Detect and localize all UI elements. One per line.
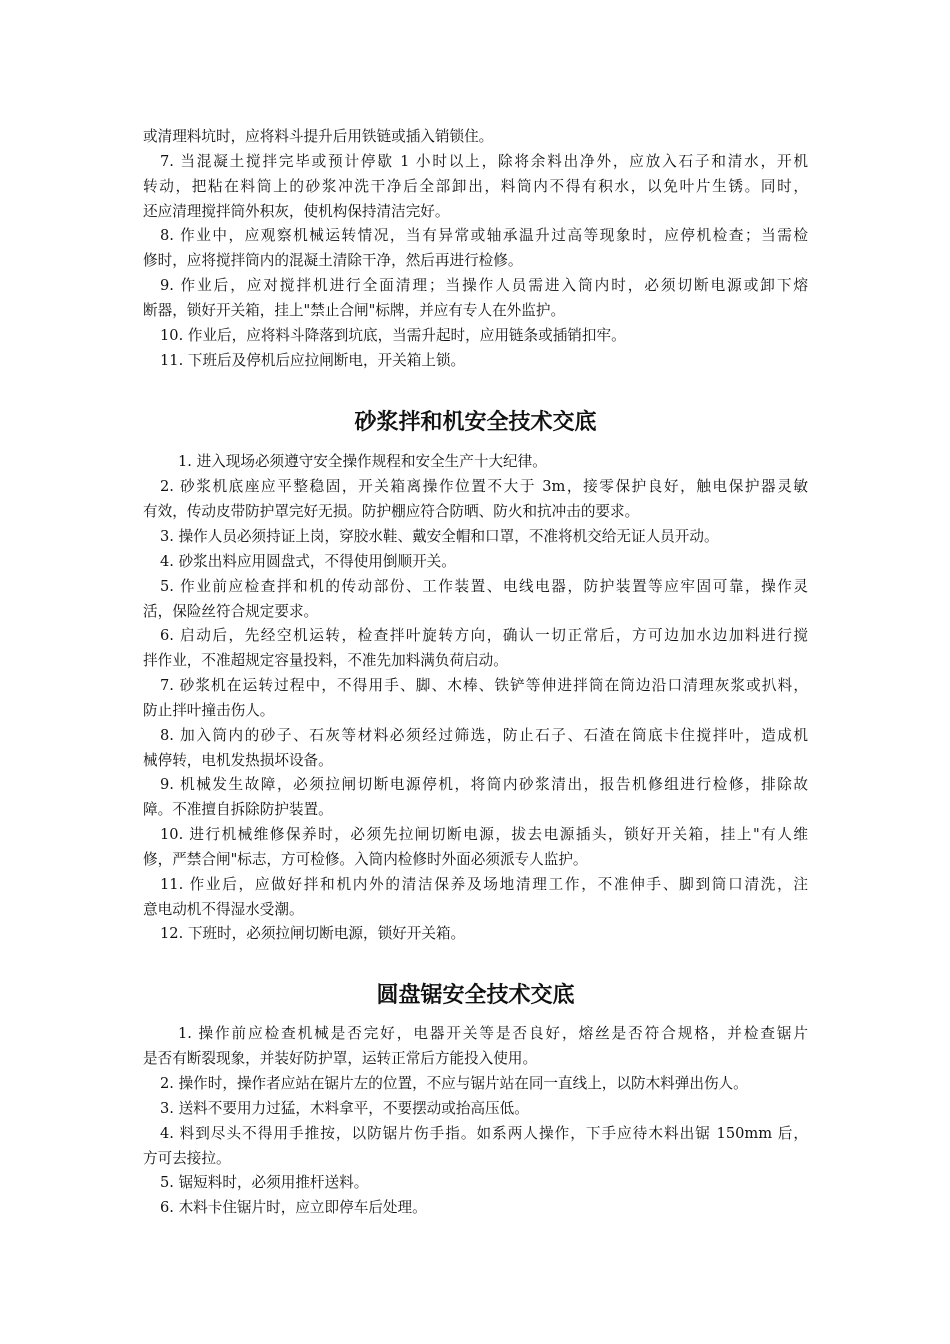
text-line: 5. 锯短料时，必须用推杆送料。 — [160, 1174, 369, 1192]
paragraph — [143, 224, 808, 274]
text-line: 4. 砂浆出料应用圆盘式，不得使用倒顺开关。 — [160, 552, 456, 570]
section — [143, 981, 808, 1221]
text-line: 11. 作业后，应做好拌和机内外的清洁保养及场地清理工作，不准伸手、脚到筒口清洗，注 — [160, 875, 808, 893]
text-line: 6. 木料卡住锯片时，应立即停车后处理。 — [160, 1199, 427, 1217]
paragraph — [143, 1196, 808, 1221]
paragraph — [143, 150, 808, 225]
text-line: 5. 作业前应检查拌和机的传动部份、工作装置、电线电器，防护装置等应牢固可靠，操作灵 — [160, 577, 808, 595]
paragraph — [143, 922, 808, 947]
text-line: 转动，把粘在料筒上的砂浆冲洗干净后全部卸出，料筒内不得有积水，以免叶片生锈。同时， — [143, 177, 808, 195]
text-line: 1. 进入现场必须遵守安全操作规程和安全生产十大纪律。 — [178, 453, 547, 471]
text-line: 障。不准擅自拆除防护装置。 — [143, 801, 333, 819]
text-line: 是否有断裂现象，并装好防护罩，运转正常后方能投入使用。 — [143, 1050, 538, 1068]
document-page — [143, 125, 808, 1221]
paragraph — [143, 525, 808, 550]
paragraph — [143, 274, 808, 324]
paragraph — [143, 773, 808, 823]
text-line: 11. 下班后及停机后应拉闸断电，开关箱上锁。 — [160, 351, 466, 369]
text-line: 1. 操作前应检查机械是否完好，电器开关等是否良好，熔丝是否符合规格，并检查锯片 — [178, 1025, 808, 1043]
section — [143, 125, 808, 373]
section-title: 砂浆拌和机安全技术交底 — [354, 410, 597, 436]
paragraph — [143, 550, 808, 575]
text-line: 2. 砂浆机底座应平整稳固，开关箱离操作位置不大于 3m，接零保护良好，触电保护器灵敏 — [160, 478, 808, 496]
text-line: 防止拌叶撞击伤人。 — [143, 701, 275, 719]
text-line: 或清理料坑时，应将料斗提升后用铁链或插入销锁住。 — [143, 128, 494, 145]
text-line: 3. 操作人员必须持证上岗，穿胶水鞋、戴安全帽和口罩，不准将机交给无证人员开动。 — [160, 527, 719, 545]
text-line: 修时，应将搅拌筒内的混凝土清除干净，然后再进行检修。 — [143, 252, 523, 270]
paragraph — [143, 575, 808, 625]
paragraph — [143, 873, 808, 923]
text-line: 8. 作业中，应观察机械运转情况，当有异常或轴承温升过高等现象时，应停机检查；当需检 — [160, 227, 808, 245]
paragraph — [143, 349, 808, 374]
text-line: 有效，传动皮带防护罩完好无损。防护棚应符合防晒、防火和抗冲击的要求。 — [143, 503, 640, 521]
paragraph — [143, 823, 808, 873]
paragraph — [143, 1022, 808, 1072]
text-line: 10. 作业后，应将料斗降落到坑底，当需升起时，应用链条或插销扣牢。 — [160, 326, 626, 344]
paragraph — [143, 1122, 808, 1172]
text-line: 3. 送料不要用力过猛，木料拿平，不要摆动或抬高压低。 — [160, 1099, 529, 1117]
text-line: 9. 作业后，应对搅拌机进行全面清理；当操作人员需进入筒内时，必须切断电源或卸下熔 — [160, 277, 808, 295]
paragraph — [143, 324, 808, 349]
text-line: 9. 机械发生故障，必须拉闸切断电源停机，将筒内砂浆清出，报告机修组进行检修，排除故 — [160, 776, 808, 794]
text-line: 2. 操作时，操作者应站在锯片左的位置，不应与锯片站在同一直线上，以防木料弹出伤人。 — [160, 1075, 748, 1092]
paragraph — [143, 125, 808, 150]
paragraph — [143, 450, 808, 475]
text-line: 7. 砂浆机在运转过程中，不得用手、脚、木棒、铁铲等伸进拌筒在筒边沿口清理灰浆或扒料， — [160, 677, 808, 695]
text-line: 6. 启动后，先经空机运转，检查拌叶旋转方向，确认一切正常后，方可边加水边加料进行搅 — [160, 627, 808, 645]
paragraph — [143, 1097, 808, 1122]
text-line: 活，保险丝符合规定要求。 — [143, 602, 319, 620]
text-line: 10. 进行机械维修保养时，必须先拉闸切断电源，拔去电源插头，锁好开关箱，挂上"有人维 — [160, 826, 808, 844]
text-line: 方可去接拉。 — [143, 1149, 231, 1167]
paragraph — [143, 674, 808, 724]
paragraph — [143, 724, 808, 774]
paragraph — [143, 1072, 808, 1097]
text-line: 修，严禁合闸"标志，方可检修。入筒内检修时外面必须派专人监护。 — [143, 850, 588, 868]
text-line: 断器，锁好开关箱，挂上"禁止合闸"标牌，并应有专人在外监护。 — [143, 301, 566, 319]
text-line: 8. 加入筒内的砂子、石灰等材料必须经过筛选，防止石子、石渣在筒底卡住搅拌叶，造成机 — [160, 726, 808, 744]
text-line: 拌作业，不准超规定容量投料，不准先加料满负荷启动。 — [143, 652, 508, 670]
text-line: 12. 下班时，必须拉闸切断电源，锁好开关箱。 — [160, 925, 466, 943]
text-line: 意电动机不得湿水受潮。 — [143, 900, 304, 918]
section — [143, 408, 808, 947]
paragraph — [143, 624, 808, 674]
text-line: 还应清理搅拌筒外积灰，使机构保持清洁完好。 — [143, 202, 450, 220]
paragraph — [143, 1171, 808, 1196]
text-line: 7. 当混凝土搅拌完毕或预计停歇 1 小时以上，除将余料出净外，应放入石子和清水，开机 — [160, 152, 808, 170]
paragraph — [143, 475, 808, 525]
text-line: 4. 料到尽头不得用手推按，以防锯片伤手指。如系两人操作，下手应待木料出锯 150mm 后， — [160, 1124, 808, 1142]
section-title: 圆盘锯安全技术交底 — [376, 983, 575, 1009]
text-line: 械停转，电机发热损坏设备。 — [143, 751, 333, 769]
